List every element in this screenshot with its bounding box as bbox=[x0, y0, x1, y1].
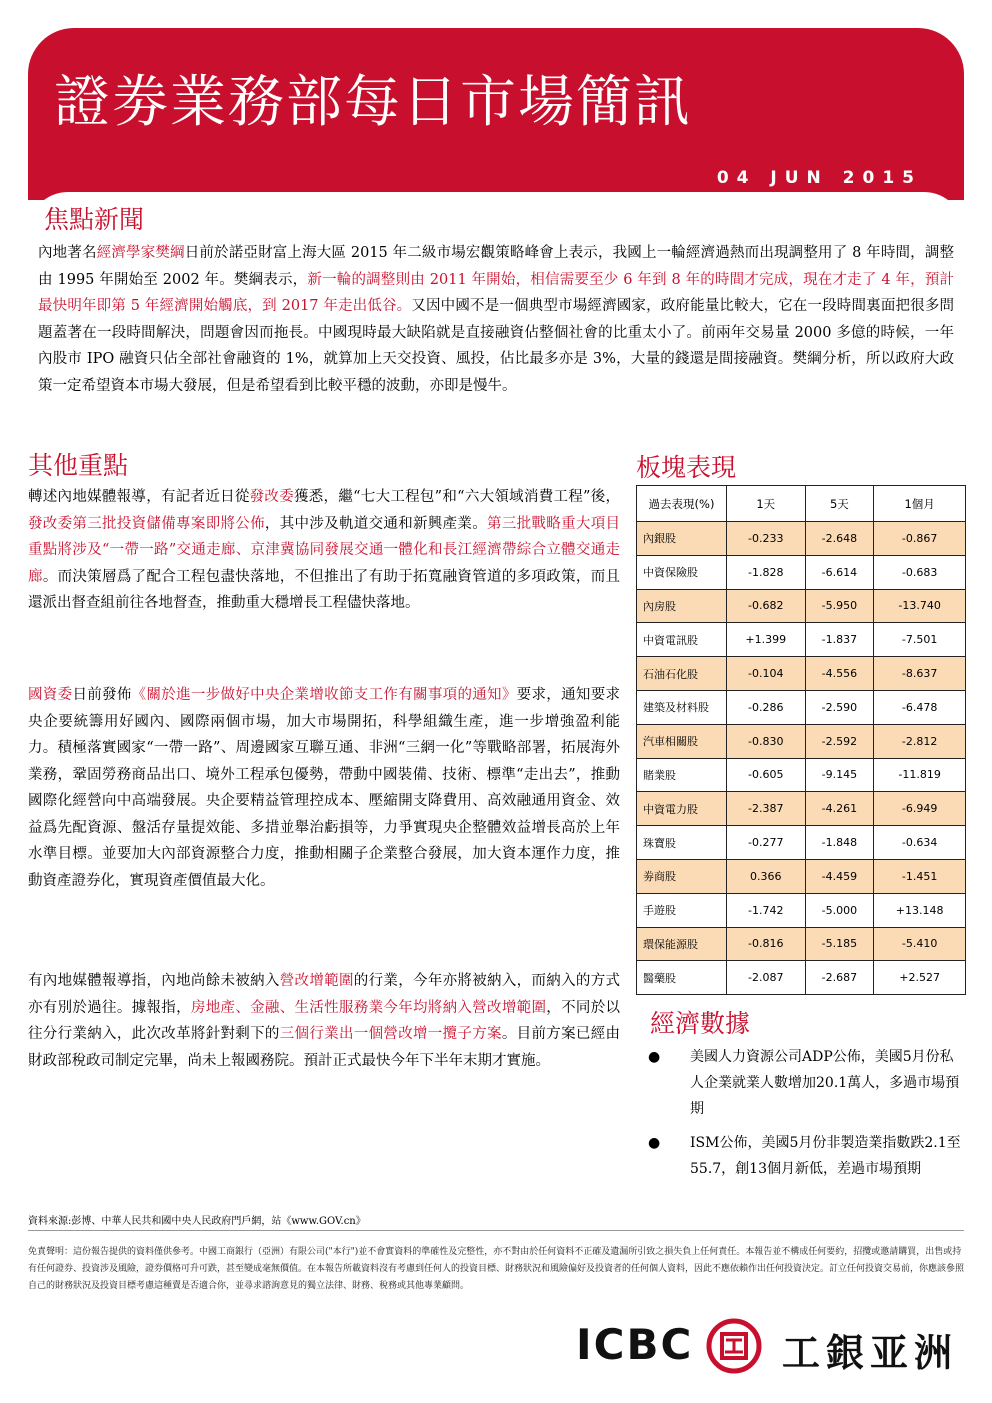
sector-performance-table bbox=[636, 485, 966, 995]
table-row bbox=[637, 522, 966, 556]
focus-news-paragraph bbox=[38, 240, 954, 399]
body-text: 日前於諾亞財富上海大區 2015 年二級市場宏觀策略峰會上表示，我國上一輪經濟過熱而出現調整用了 8 年時間，調整由 1995 年開始至 2002 年。樊綱表示， bbox=[38, 245, 955, 288]
list-item bbox=[648, 1044, 964, 1122]
one-month-cell: -6.478 bbox=[874, 690, 966, 724]
body-text: 的行業，今年亦將被納入，而納入的方式亦有別於過往。據報指， bbox=[28, 973, 621, 1016]
body-text: 有內地媒體報導指，內地尚餘未被納入 bbox=[28, 973, 280, 989]
one-day-cell: -0.816 bbox=[727, 927, 806, 961]
one-day-cell: -0.233 bbox=[727, 522, 806, 556]
one-month-cell: +13.148 bbox=[874, 893, 966, 927]
one-month-cell: -5.410 bbox=[874, 927, 966, 961]
column-header: 1個月 bbox=[874, 486, 966, 522]
logo-latin-text: ICBC bbox=[576, 1320, 694, 1369]
icbc-asia-logo bbox=[576, 1318, 966, 1374]
sector-name-cell: 內銀股 bbox=[637, 522, 727, 556]
table-row bbox=[637, 623, 966, 657]
one-day-cell: -1.828 bbox=[727, 555, 806, 589]
body-text: 又因中國不是一個典型市場經濟國家，政府能量比較大，它在一段時間裏面把很多問題蓋著在一段時間解決，問題會因而拖長。中國現時最大缺陷就是直接融資佔整個社會的比重太小了。前兩年交易量 2000 多億的時候，一年內股市 IPO 融資只佔全部社會融資的 1%，就算加上天交投資、風投，佔比最多亦是 3%，大量的錢還是間接融資。樊綱分析，所以政府大政策一定希望資本市場大發展，但是希望看到比較平穩的波動，亦即是慢牛。 bbox=[38, 298, 955, 394]
one-month-cell: -2.812 bbox=[874, 724, 966, 758]
icbc-seal-icon bbox=[706, 1318, 762, 1374]
table-row bbox=[637, 555, 966, 589]
sector-name-cell: 中資保險股 bbox=[637, 555, 727, 589]
five-day-cell: -5.000 bbox=[805, 893, 874, 927]
column-header: 1天 bbox=[727, 486, 806, 522]
one-day-cell: +1.399 bbox=[727, 623, 806, 657]
sector-name-cell: 劵商股 bbox=[637, 859, 727, 893]
highlighted-text: 三個行業出一個營改增一攬子方案 bbox=[279, 1026, 502, 1042]
five-day-cell: -6.614 bbox=[805, 555, 874, 589]
sector-name-cell: 賭業股 bbox=[637, 758, 727, 792]
sector-name-cell: 建築及材料股 bbox=[637, 690, 727, 724]
table-row bbox=[637, 758, 966, 792]
one-day-cell: -2.387 bbox=[727, 792, 806, 826]
five-day-cell: -4.261 bbox=[805, 792, 874, 826]
body-text: ，其中涉及軌道交通和新興產業。 bbox=[264, 515, 488, 532]
table-row bbox=[637, 927, 966, 961]
sector-name-cell: 中資電訊股 bbox=[637, 623, 727, 657]
other-highlights-paragraph-3 bbox=[28, 968, 620, 1074]
body-text: ，不同於以往分行業納入，此次改革將針對剩下的 bbox=[28, 999, 621, 1042]
five-day-cell: -2.687 bbox=[805, 961, 874, 995]
table-row bbox=[637, 859, 966, 893]
masthead-banner bbox=[28, 28, 964, 200]
five-day-cell: -5.950 bbox=[805, 589, 874, 623]
five-day-cell: -4.459 bbox=[805, 859, 874, 893]
table-row bbox=[637, 826, 966, 860]
body-text: 。而決策層爲了配合工程包盡快落地，不但推出了有助于拓寬融資管道的多項政策，而且還派出督查組前往各地督查，推動重大穩增長工程儘快落地。 bbox=[28, 568, 621, 611]
other-highlights-paragraph-1 bbox=[28, 484, 620, 617]
focus-news-heading: 焦點新聞 bbox=[44, 205, 145, 234]
one-month-cell: -13.740 bbox=[874, 589, 966, 623]
highlighted-text: 發改委 bbox=[249, 489, 294, 505]
table-row bbox=[637, 690, 966, 724]
economic-data-heading: 經濟數據 bbox=[650, 1009, 751, 1038]
data-source-note: 資料來源:彭博、中華人民共和國中央人民政府門戶網，站《www.GOV.cn》 bbox=[28, 1216, 366, 1227]
five-day-cell: -2.590 bbox=[805, 690, 874, 724]
five-day-cell: -2.648 bbox=[805, 522, 874, 556]
sector-name-cell: 石油石化股 bbox=[637, 657, 727, 691]
body-text: 日前發佈 bbox=[72, 687, 132, 703]
footer-divider bbox=[28, 1230, 964, 1231]
sector-name-cell: 手遊股 bbox=[637, 893, 727, 927]
five-day-cell: -2.592 bbox=[805, 724, 874, 758]
table-row bbox=[637, 724, 966, 758]
highlighted-text: 經濟學家樊綱 bbox=[96, 245, 185, 261]
column-header: 過去表現(%) bbox=[637, 486, 727, 522]
list-item bbox=[648, 1130, 964, 1182]
one-day-cell: -1.742 bbox=[727, 893, 806, 927]
one-day-cell: -2.087 bbox=[727, 961, 806, 995]
highlighted-text: 國資委 bbox=[28, 687, 73, 703]
highlighted-text: 房地產、金融、生活性服務業今年均將納入營改增範圍 bbox=[190, 999, 547, 1016]
five-day-cell: -5.185 bbox=[805, 927, 874, 961]
body-text: 要求，通知要求央企要統籌用好國內、國際兩個市場，加大市場開拓，科學組織生產，進一步增強盈利能力。積極落實國家“一帶一路”、周邊國家互聯互通、非洲“三網一化”等戰略部署，拓展海外業務，鞏固勞務商品出口、境外工程承包優勢，帶動中國裝備、技術、標準“走出去”，推動國際化經營向中高端發展。央企要精益管理控成本、壓縮開支降費用、高效融通用資金、效益爲先配資源、盤活存量提效能、多措並舉治虧損等，力爭實現央企整體效益增長高於上年水準目標。並要加大內部資源整合力度，推動相關子企業整合發展，加大資本運作力度，推動資產證券化，實現資產價值最大化。 bbox=[28, 687, 621, 889]
table-row bbox=[637, 792, 966, 826]
one-month-cell: -0.683 bbox=[874, 555, 966, 589]
body-text: 內地著名 bbox=[38, 245, 97, 261]
table-row bbox=[637, 893, 966, 927]
table-row bbox=[637, 961, 966, 995]
report-date: 04 JUN 2015 bbox=[716, 168, 922, 188]
one-day-cell: -0.277 bbox=[727, 826, 806, 860]
bullet-icon: ● bbox=[648, 1135, 661, 1151]
one-day-cell: -0.286 bbox=[727, 690, 806, 724]
body-text: 轉述內地媒體報導，有記者近日從 bbox=[28, 489, 250, 505]
one-month-cell: -8.637 bbox=[874, 657, 966, 691]
one-month-cell: -11.819 bbox=[874, 758, 966, 792]
table-row bbox=[637, 589, 966, 623]
logo-chinese-text: 工銀亚洲 bbox=[782, 1331, 959, 1375]
list-item-text: ISM公佈，美國5月份非製造業指數跌2.1至55.7，創13個月新低，差過市場預期 bbox=[690, 1135, 961, 1177]
highlighted-text: 第三批戰略重大項目重點將涉及“一帶一路”交通走廊、京津冀協同發展交通一體化和長江經濟帶綜合立體交通走廊 bbox=[28, 515, 621, 585]
five-day-cell: -1.837 bbox=[805, 623, 874, 657]
disclaimer-text: 免責聲明：這份報告提供的資料僅供參考。中國工商銀行（亞洲）有限公司("本行")並不會實資料的準確性及完整性，亦不對由於任何資料不正確及遺漏所引致之損失負上任何責任。本報告並不構成任何要約，招攬或邀請購買，出售或持有任何證券、投資涉及風險，證券價格可升可跌，甚至變成毫無價值。在本報告所載資料沒有考慮到任何人的投資目標、財務狀況和風險偏好及投資者的任何個人資料，因此不應依賴作出任何投資決定。訂立任何投資交易前，你應該參照自己的財務狀況及投資目標考慮這種賣是否適合你，並尋求諮詢意見的獨立法律、財務、稅務或其他專業顧問。 bbox=[28, 1247, 965, 1291]
sector-name-cell: 汽車相關股 bbox=[637, 724, 727, 758]
bullet-icon: ● bbox=[648, 1049, 661, 1065]
one-day-cell: -0.682 bbox=[727, 589, 806, 623]
sector-name-cell: 內房股 bbox=[637, 589, 727, 623]
sector-performance-heading: 板塊表現 bbox=[636, 453, 737, 482]
list-item-text: 美國人力資源公司ADP公佈，美國5月份私人企業就業人數增加20.1萬人，多過市場預期 bbox=[690, 1049, 960, 1117]
body-text: 。目前方案已經由財政部稅政司制定完畢，尚未上報國務院。預計正式最快今年下半年末期才實施。 bbox=[28, 1026, 621, 1069]
one-day-cell: -0.830 bbox=[727, 724, 806, 758]
one-month-cell: -1.451 bbox=[874, 859, 966, 893]
sector-name-cell: 醫藥股 bbox=[637, 961, 727, 995]
five-day-cell: -9.145 bbox=[805, 758, 874, 792]
highlighted-text: 《關於進一步做好中央企業增收節支工作有關事項的通知》 bbox=[131, 687, 517, 703]
one-month-cell: -6.949 bbox=[874, 792, 966, 826]
one-month-cell: -0.634 bbox=[874, 826, 966, 860]
body-text: 獲悉，繼“七大工程包”和“六大領域消費工程”後， bbox=[294, 489, 621, 505]
sector-name-cell: 中資電力股 bbox=[637, 792, 727, 826]
table-header-row bbox=[637, 486, 966, 522]
highlighted-text: 新一輪的調整則由 2011 年開始，相信需要至少 6 年到 8 年的時間才完成，現在才走了 4 年，預計最快明年即第 5 年經濟開始觸底，到 2017 年走出低谷。 bbox=[38, 271, 954, 314]
sector-name-cell: 珠寶股 bbox=[637, 826, 727, 860]
highlighted-text: 營改增範圍 bbox=[279, 973, 354, 989]
sector-name-cell: 環保能源股 bbox=[637, 927, 727, 961]
one-month-cell: +2.527 bbox=[874, 961, 966, 995]
sector-table-body bbox=[637, 522, 966, 995]
economic-data-list bbox=[648, 1044, 964, 1190]
page-title: 證劵業務部每日市場簡訊 bbox=[54, 70, 692, 135]
five-day-cell: -1.848 bbox=[805, 826, 874, 860]
five-day-cell: -4.556 bbox=[805, 657, 874, 691]
one-month-cell: -0.867 bbox=[874, 522, 966, 556]
highlighted-text: 發改委第三批投資儲備專案即將公佈 bbox=[28, 515, 265, 532]
column-header: 5天 bbox=[805, 486, 874, 522]
table-row bbox=[637, 657, 966, 691]
other-highlights-heading: 其他重點 bbox=[28, 451, 129, 480]
one-day-cell: -0.104 bbox=[727, 657, 806, 691]
one-day-cell: -0.605 bbox=[727, 758, 806, 792]
other-highlights-paragraph-2 bbox=[28, 682, 620, 894]
one-month-cell: -7.501 bbox=[874, 623, 966, 657]
one-day-cell: 0.366 bbox=[727, 859, 806, 893]
